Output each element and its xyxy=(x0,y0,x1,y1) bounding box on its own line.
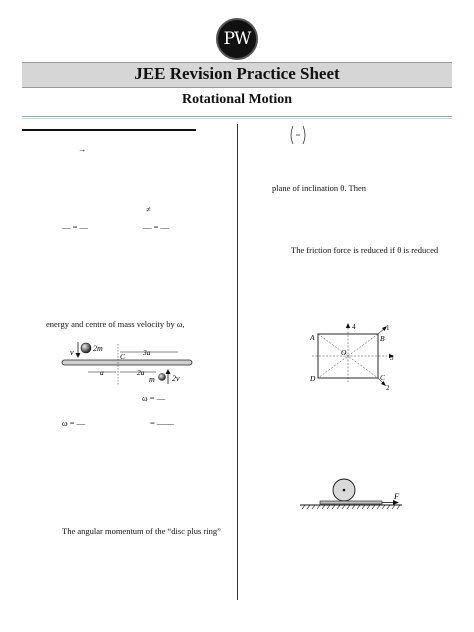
label-3a: 3a xyxy=(143,348,151,357)
label-axis-3: 3 xyxy=(390,354,394,362)
label-axis-4: 4 xyxy=(352,323,356,331)
bracket-fragment xyxy=(288,124,308,146)
header-rule-secondary xyxy=(22,118,452,119)
page-subtitle: Rotational Motion xyxy=(181,92,293,107)
omega-equation-1: ω = — xyxy=(142,393,166,403)
fragment-top: → xyxy=(78,144,87,154)
label-C: C xyxy=(120,352,126,361)
rolling-disc-figure xyxy=(296,476,406,514)
fragment-equation-a: — = — xyxy=(62,222,89,232)
disc-center xyxy=(343,489,346,492)
rod xyxy=(62,360,192,365)
label-2v: 2v xyxy=(172,374,180,383)
mass-2m-ball xyxy=(81,343,91,353)
column-divider xyxy=(237,124,238,600)
label-axis-1: 1 xyxy=(386,324,390,332)
label-B: B xyxy=(380,334,385,343)
omega-equation-2: ω = — xyxy=(62,418,86,428)
label-F: F xyxy=(394,491,400,501)
energy-text: energy and centre of mass velocity by ω, xyxy=(46,319,185,329)
logo-text: PW xyxy=(223,29,251,49)
label-axis-2: 2 xyxy=(386,384,390,392)
label-A: A xyxy=(310,333,315,342)
equation-3: = —— xyxy=(150,418,174,428)
pw-logo xyxy=(216,18,258,60)
section-line xyxy=(22,129,196,131)
plane-inclination-text: plane of inclination θ. Then xyxy=(272,183,367,193)
fragment-equation-b: — = — xyxy=(143,222,170,232)
plank xyxy=(320,501,382,504)
label-2a: 2a xyxy=(137,368,145,377)
ground-hatching xyxy=(302,505,400,509)
rod-figure xyxy=(60,336,200,388)
mass-m-ball xyxy=(159,374,166,381)
label-C-corner: C xyxy=(380,373,386,382)
header-rule xyxy=(22,116,452,117)
label-2m: 2m xyxy=(93,344,103,353)
square-lamina-figure xyxy=(306,320,396,392)
axis-4-arrowhead xyxy=(346,323,350,328)
angular-momentum-text: The angular momentum of the “disc plus ring” xyxy=(62,526,221,536)
velocity-v-arrowhead xyxy=(76,353,81,358)
label-m: m xyxy=(149,375,155,384)
friction-text: The friction force is reduced if θ is reduced xyxy=(291,245,439,255)
label-O: O xyxy=(341,348,347,357)
label-D: D xyxy=(310,374,316,383)
label-a: a xyxy=(100,368,104,377)
label-v: v xyxy=(70,348,74,357)
page-title: JEE Revision Practice Sheet xyxy=(134,64,340,83)
fragment-neq: ≠ xyxy=(146,204,151,214)
velocity-2v-arrowhead xyxy=(166,369,171,374)
